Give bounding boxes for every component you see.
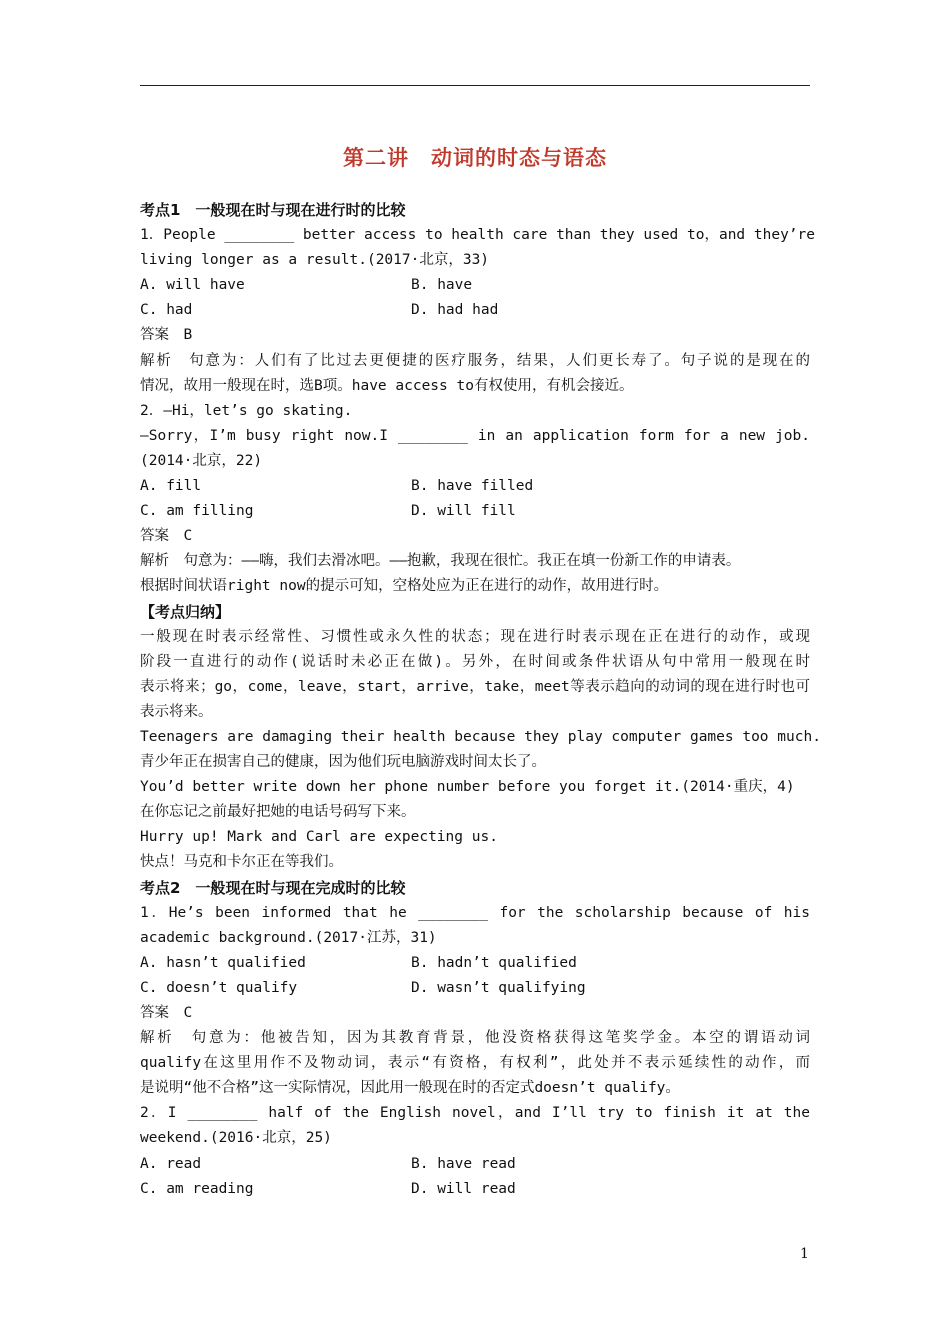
option-d: D. will read bbox=[411, 1180, 516, 1197]
example-english: Teenagers are damaging their health because they play computer games too much. bbox=[140, 728, 821, 745]
example-chinese: 青少年正在损害自己的健康，因为他们玩电脑游戏时间太长了。 bbox=[140, 754, 546, 771]
example-english: Hurry up! Mark and Carl are expecting us. bbox=[140, 829, 498, 846]
summary-text: 阶段一直进行的动作(说话时未必正在做)。另外，在时间或条件状语从句中常用一般现在时 bbox=[140, 653, 810, 670]
options-row bbox=[140, 1152, 820, 1177]
analysis: 解析 句意为：——嗨，我们去滑冰吧。——抱歉，我现在很忙。我正在填一份新工作的申请表。 bbox=[140, 553, 741, 570]
option-b: B. hadn’t qualified bbox=[411, 954, 577, 971]
answer: 答案 C bbox=[140, 528, 193, 545]
option-a: A. will have bbox=[140, 277, 245, 294]
option-b: B. have bbox=[411, 277, 473, 294]
example-chinese: 在你忘记之前最好把她的电话号码写下来。 bbox=[140, 804, 416, 821]
question-stem: (2014·北京，22) bbox=[140, 452, 263, 469]
options-row bbox=[140, 951, 820, 976]
question-stem: 1．People ________ better access to health care than they used to，and they’re bbox=[140, 227, 816, 244]
analysis: 解析 句意为：他被告知，因为其教育背景，他没资格获得这笔奖学金。本空的谓语动词 bbox=[140, 1030, 810, 1047]
page-title: 第二讲 动词的时态与语态 bbox=[343, 146, 607, 170]
header-rule bbox=[140, 85, 810, 86]
question-stem: academic background.(2017·江苏，31) bbox=[140, 929, 437, 946]
option-b: B. have read bbox=[411, 1155, 516, 1172]
document-body bbox=[140, 198, 820, 1202]
section-heading: 考点2 一般现在时与现在完成时的比较 bbox=[140, 878, 406, 897]
analysis: 根据时间状语right now的提示可知，空格处应为正在进行的动作，故用进行时。 bbox=[140, 578, 669, 595]
summary-text: 一般现在时表示经常性、习惯性或永久性的状态；现在进行时表示现在正在进行的动作，或现 bbox=[140, 628, 810, 645]
options-row bbox=[140, 273, 820, 298]
answer: 答案 C bbox=[140, 1005, 193, 1021]
analysis: 解析 句意为：人们有了比过去更便捷的医疗服务，结果，人们更长寿了。句子说的是现在的 bbox=[140, 352, 810, 369]
option-d: D. had had bbox=[411, 302, 499, 319]
options-row bbox=[140, 474, 820, 499]
analysis: qualify在这里用作不及物动词，表示“有资格，有权利”，此处并不表示延续性的动作，而 bbox=[140, 1055, 810, 1072]
options-row bbox=[140, 1177, 820, 1202]
option-c: C. am reading bbox=[140, 1180, 254, 1197]
analysis: 情况，故用一般现在时，选B项。have access to有权使用，有机会接近。 bbox=[140, 377, 634, 394]
answer: 答案 B bbox=[140, 327, 193, 344]
question-stem: living longer as a result.(2017·北京，33) bbox=[140, 252, 490, 269]
options-row bbox=[140, 976, 820, 1001]
question-stem: 1．He’s been informed that he ________ for the scholarship because of his bbox=[140, 904, 810, 921]
section-heading: 考点1 一般现在时与现在进行时的比较 bbox=[140, 201, 406, 219]
summary-heading: 【考点归纳】 bbox=[140, 602, 231, 621]
analysis: 是说明“他不合格”这一实际情况，因此用一般现在时的否定式doesn’t qualify。 bbox=[140, 1080, 680, 1097]
option-d: D. will fill bbox=[411, 503, 516, 520]
page-number: 1 bbox=[800, 1246, 809, 1262]
option-a: A. fill bbox=[140, 478, 202, 495]
option-c: C. am filling bbox=[140, 503, 254, 520]
question-stem: 2．—Hi，let’s go skating. bbox=[140, 402, 353, 419]
option-a: A. read bbox=[140, 1155, 202, 1172]
question-stem: weekend.(2016·北京，25) bbox=[140, 1130, 332, 1147]
question-stem: —Sorry，I’m busy right now.I ________ in an application form for a new job. bbox=[140, 427, 810, 444]
options-row bbox=[140, 298, 820, 323]
summary-text: 表示将来；go，come，leave，start，arrive，take，meet等表示趋向的动词的现在进行时也可 bbox=[140, 678, 810, 695]
option-d: D. wasn’t qualifying bbox=[411, 979, 586, 996]
question-stem: 2．I ________ half of the English novel，and I’ll try to finish it at the bbox=[140, 1105, 810, 1122]
example-english: You’d better write down her phone number before you forget it.(2014·重庆，4) bbox=[140, 779, 795, 796]
options-row bbox=[140, 499, 820, 524]
option-a: A. hasn’t qualified bbox=[140, 954, 306, 971]
option-c: C. doesn’t qualify bbox=[140, 979, 298, 996]
summary-text: 表示将来。 bbox=[140, 703, 213, 720]
example-chinese: 快点！马克和卡尔正在等我们。 bbox=[140, 854, 343, 871]
option-b: B. have filled bbox=[411, 478, 534, 495]
option-c: C. had bbox=[140, 302, 193, 319]
